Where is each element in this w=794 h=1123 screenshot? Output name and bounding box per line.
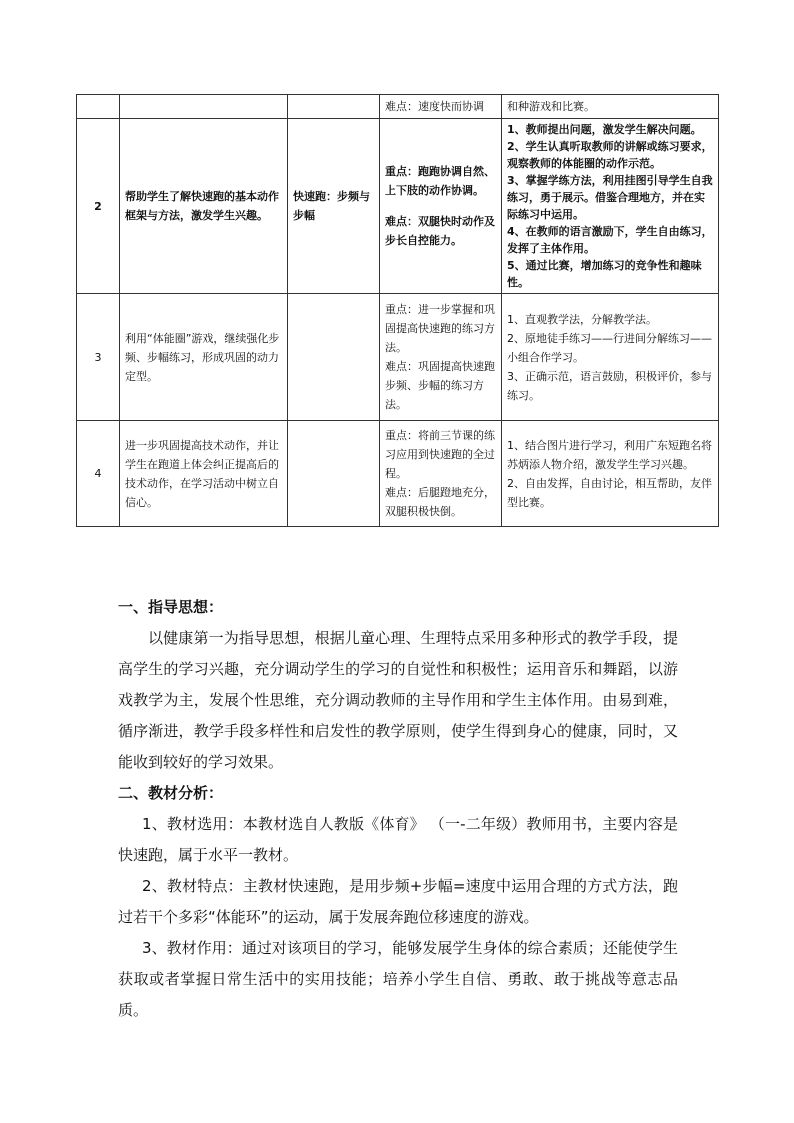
method-item: 1、教师提出问题，激发学生解决问题。 (507, 123, 702, 136)
body-text (118, 592, 678, 1026)
lesson-goal (120, 95, 288, 119)
lesson-content: 快速跑：步频与步幅 (288, 119, 380, 294)
table-row (77, 95, 719, 119)
table-row (77, 294, 719, 421)
key-difficult-point: 难点：巩固提高快速跑步频、步幅的练习方法。 (385, 360, 495, 411)
method-item: 3、正确示范，语言鼓励，积极评价，参与练习。 (507, 369, 712, 402)
section-heading-guiding-ideology: 一、指导思想： (118, 598, 224, 616)
method-item: 4、在教师的语言激励下，学生自由练习，发挥了主体作用。 (507, 225, 713, 255)
method-item: 3、掌握学练方法，利用挂图引导学生自我练习，勇于展示。借鉴合理地方，并在实际练习中运用。 (507, 174, 713, 221)
lesson-number: 3 (77, 294, 120, 421)
method-item: 2、原地徒手练习——行进间分解练习——小组合作学习。 (507, 331, 712, 364)
teaching-methods (502, 119, 719, 294)
lesson-number: 2 (77, 119, 120, 294)
method-item: 5、通过比赛，增加练习的竞争性和趣味性。 (507, 259, 702, 289)
teaching-methods (502, 294, 719, 421)
method-item: 1、结合图片进行学习，利用广东短跑名将苏炳添人物介绍，激发学生学习兴趣。 (507, 438, 712, 471)
method-item: 2、自由发挥，自由讨论，相互帮助，友伴型比赛。 (507, 476, 712, 509)
table-row (77, 421, 719, 527)
key-points-cell (380, 294, 502, 421)
lesson-goal: 利用“体能圈”游戏，继续强化步频、步幅练习，形成巩固的动力定型。 (120, 294, 288, 421)
key-important-point: 重点：跑跑协调自然、上下肢的动作协调。 (385, 165, 495, 197)
material-features-paragraph: 2、教材特点：主教材快速跑，是用步频+步幅=速度中运用合理的方式方法，跑过若干个多彩“体能环”的运动，属于发展奔跑位移速度的游戏。 (118, 877, 678, 926)
key-important-point: 重点：进一步掌握和巩固提高快速跑的练习方法。 (385, 303, 495, 354)
table-row (77, 119, 719, 294)
method-item: 2、学生认真听取教师的讲解或练习要求，观察教师的体能圈的动作示范。 (507, 140, 713, 170)
material-selection-paragraph: 1、教材选用：本教材选自人教版《体育》 （一-二年级）教师用书，主要内容是快速跑，属于水平一教材。 (118, 815, 678, 864)
lesson-number (77, 95, 120, 119)
lesson-number: 4 (77, 421, 120, 527)
teaching-methods: 和种游戏和比赛。 (502, 95, 719, 119)
method-item: 1、直观教学法，分解教学法。 (507, 312, 657, 326)
lesson-content (288, 421, 380, 527)
key-difficult-point: 难点：后腿蹬地充分，双腿积极快倒。 (385, 486, 495, 518)
guiding-ideology-paragraph: 以健康第一为指导思想，根据儿童心理、生理特点采用多种形式的教学手段，提高学生的学习兴趣，充分调动学生的学习的自觉性和积极性；运用音乐和舞蹈，以游戏教学为主，发展个性思维，充分调动教师的主导作用和学生主体作用。由易到难，循序渐进，教学手段多样性和启发性的教学原则，使学生得到身心的健康，同时，又能收到较好的学习效果。 (118, 629, 678, 771)
lesson-content (288, 294, 380, 421)
lesson-content (288, 95, 380, 119)
key-difficult-point: 难点：速度快而协调 (380, 95, 502, 119)
teaching-methods (502, 421, 719, 527)
section-heading-material-analysis: 二、教材分析： (118, 784, 224, 802)
key-important-point: 重点：将前三节课的练习应用到快速跑的全过程。 (385, 429, 495, 480)
lesson-goal: 帮助学生了解快速跑的基本动作框架与方法，激发学生兴趣。 (120, 119, 288, 294)
lesson-goal: 进一步巩固提高技术动作，并让学生在跑道上体会纠正提高后的技术动作，在学习活动中树立自信心。 (120, 421, 288, 527)
key-points-cell (380, 119, 502, 294)
material-function-paragraph: 3、教材作用：通过对该项目的学习，能够发展学生身体的综合素质；还能使学生获取或者掌握日常生活中的实用技能；培养小学生自信、勇敢、敢于挑战等意志品质。 (118, 939, 678, 1019)
key-points-cell (380, 421, 502, 527)
lesson-plan-table (76, 94, 719, 527)
key-difficult-point: 难点：双腿快时动作及步长自控能力。 (385, 215, 495, 247)
